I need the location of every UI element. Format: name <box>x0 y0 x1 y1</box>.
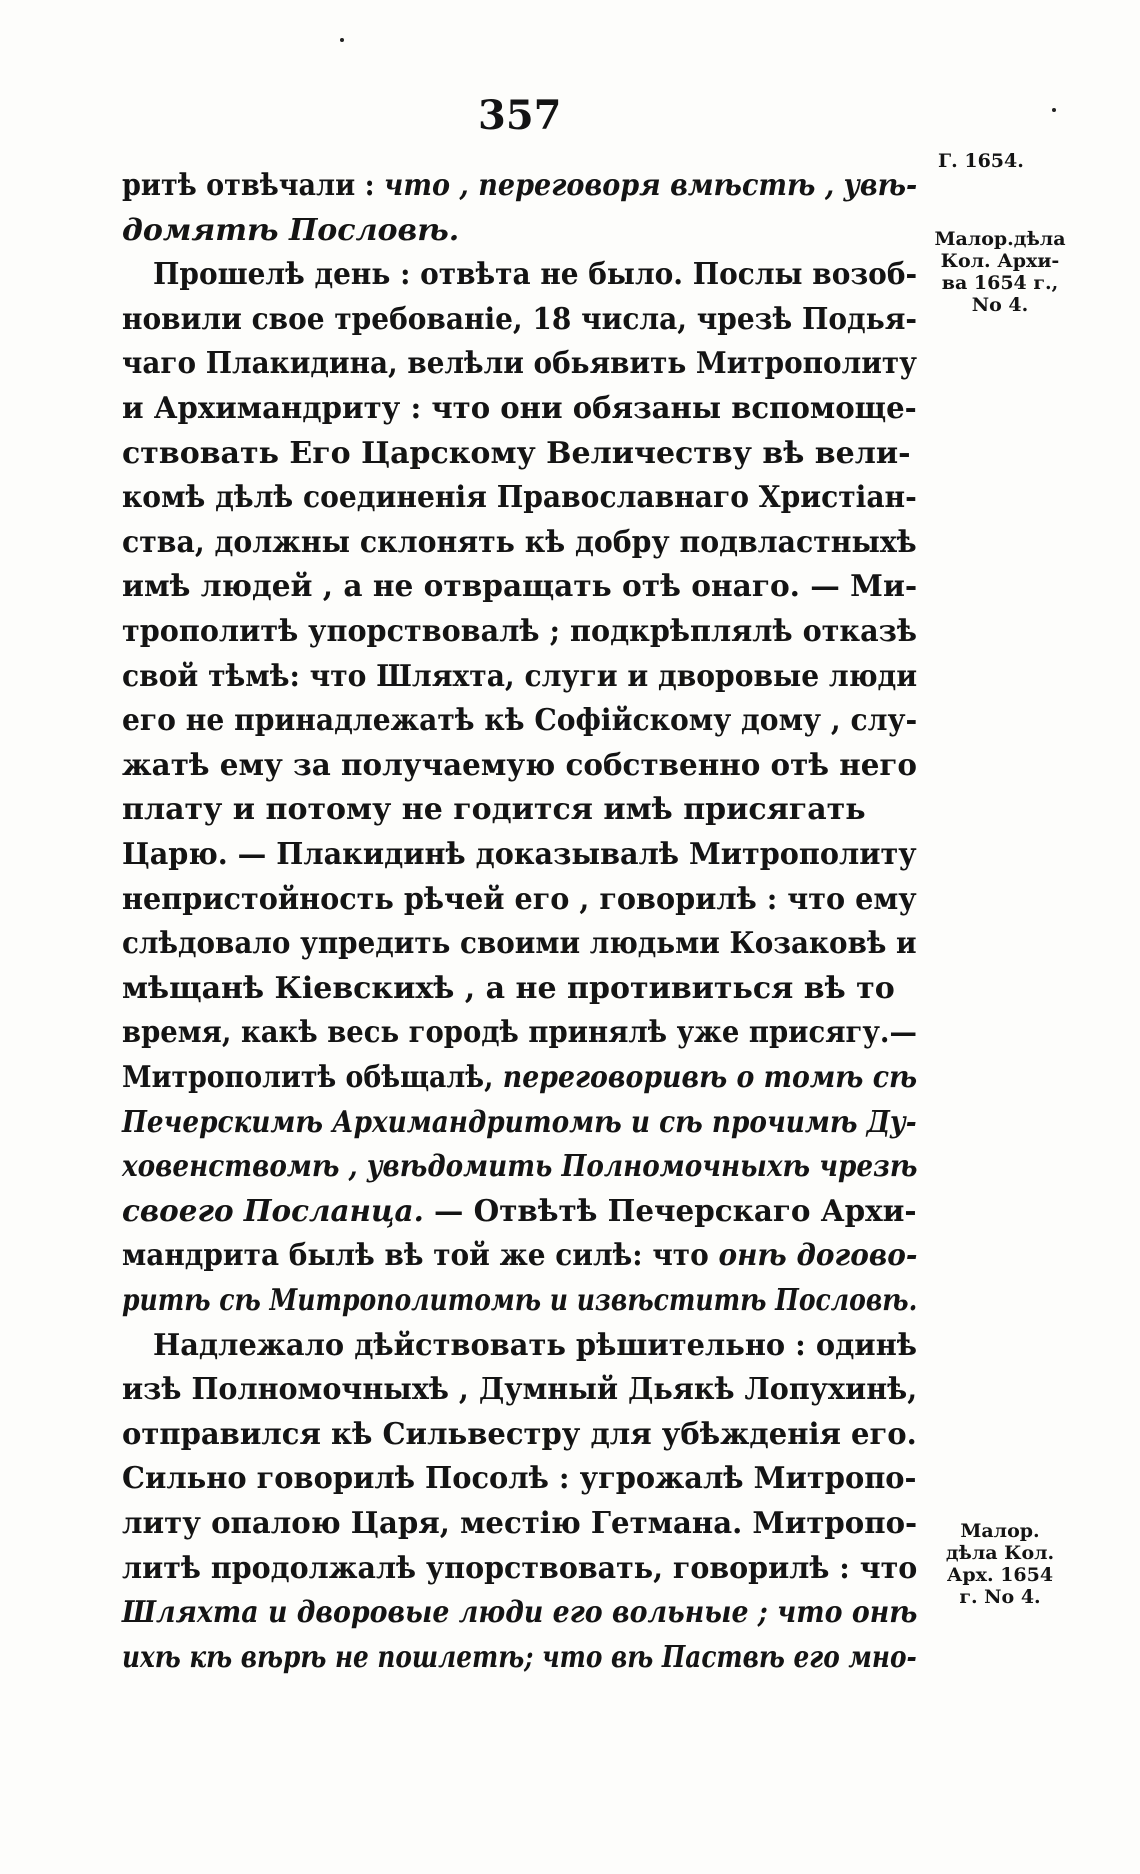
roman-text: Митрополитѣ обѣщалѣ, <box>122 1060 503 1095</box>
margin-note-line: Кол. Архи- <box>940 250 1060 272</box>
roman-text: новили свое требованіе, 18 числа, чрезѣ Подья- <box>122 302 918 337</box>
margin-note-line: Малор.дѣла <box>934 228 1066 250</box>
roman-text: Прошелѣ день : отвѣта не было. Послы возоб- <box>153 257 918 292</box>
roman-text: изѣ Полномочныхѣ , Думный Дьякѣ Лопухинѣ, <box>122 1372 918 1407</box>
text-line <box>122 300 918 340</box>
text-line <box>153 1326 918 1366</box>
text-line <box>153 255 918 295</box>
text-line <box>122 835 917 875</box>
text-line <box>122 1147 918 1187</box>
roman-text: Царю. — Плакидинѣ доказывалѣ Митрополиту <box>122 837 917 872</box>
text-line <box>122 969 917 1009</box>
text-line <box>122 166 918 206</box>
roman-text: его не принадлежатѣ кѣ Софійскому дому , слу- <box>122 703 918 738</box>
roman-text: ства, должны склонять кѣ добру подвластныхѣ <box>122 525 917 560</box>
text-line <box>122 434 917 474</box>
text-line <box>122 1504 918 1544</box>
margin-note-line: Арх. 1654 <box>946 1564 1054 1586</box>
text-line <box>122 1058 918 1098</box>
text-line <box>122 657 918 697</box>
margin-note-line: Малор. <box>960 1520 1040 1542</box>
text-line <box>122 1459 917 1499</box>
text-line <box>122 1370 918 1410</box>
text-line <box>122 612 918 652</box>
italic-text: своего Посланца. <box>122 1194 424 1229</box>
text-line <box>122 746 918 786</box>
text-line <box>122 924 917 964</box>
text-line <box>122 389 917 429</box>
italic-text: Шляхта и дворовые люди его вольные ; что онѣ <box>122 1595 918 1630</box>
text-line <box>122 1192 917 1232</box>
margin-note-line: дѣла Кол. <box>945 1542 1055 1564</box>
margin-note-source-1 <box>925 228 1075 316</box>
roman-text: Сильно говорилѣ Посолѣ : угрожалѣ Митропо- <box>122 1461 917 1496</box>
text-line <box>122 1593 918 1633</box>
roman-text: слѣдовало упредить своими людьми Козаковѣ и <box>122 926 917 961</box>
roman-text: и Архимандриту : что они обязаны вспомоще- <box>122 391 917 426</box>
roman-text: литу опалою Царя, местію Гетмана. Митропо- <box>122 1506 918 1541</box>
margin-note-line: Г. 1654. <box>938 150 1024 172</box>
margin-note-source-2 <box>925 1520 1075 1608</box>
roman-text: — Отвѣтѣ Печерскаго Архи- <box>423 1194 917 1229</box>
roman-text: ритѣ отвѣчали : <box>122 168 384 203</box>
italic-text: домятѣ Пословѣ. <box>122 213 460 248</box>
text-line <box>122 523 917 563</box>
roman-text: ствовать Его Царскому Величеству вѣ вели- <box>122 436 911 471</box>
margin-note-line: г. No 4. <box>959 1586 1041 1608</box>
italic-text: онѣ догово- <box>718 1238 918 1273</box>
italic-text: ховенствомѣ , увѣдомить Полномочныхѣ чрезѣ <box>122 1149 918 1184</box>
roman-text: плату и потому не годится имѣ присягать <box>122 792 866 827</box>
text-line <box>122 1638 917 1678</box>
roman-text: время, какѣ весь городѣ принялѣ уже присягу.— <box>122 1015 917 1050</box>
italic-text: ихѣ кѣ вѣрѣ не пошлетѣ; что вѣ Паствѣ его мно- <box>122 1640 917 1675</box>
margin-note-line: No 4. <box>971 294 1029 316</box>
text-line <box>122 701 918 741</box>
text-line <box>122 1013 917 1053</box>
italic-text: что , переговоря вмѣстѣ , увѣ- <box>383 168 918 203</box>
roman-text: чаго Плакидина, велѣли обьявить Митрополиту <box>122 346 917 381</box>
page-number: 357 <box>478 92 562 139</box>
text-line <box>122 1236 918 1276</box>
roman-text: непристойность рѣчей его , говорилѣ : что ему <box>122 882 917 917</box>
italic-text: Печерскимѣ Архимандритомѣ и сѣ прочимѣ Ду- <box>122 1105 917 1140</box>
roman-text: мѣщанѣ Кіевскихѣ , а не противиться вѣ то <box>122 971 895 1006</box>
roman-text: отправился кѣ Сильвестру для убѣжденія его. <box>122 1417 917 1452</box>
text-line <box>122 211 917 251</box>
text-line <box>122 1549 918 1589</box>
margin-note-line: ва 1654 г., <box>941 272 1059 294</box>
roman-text: мандрита былѣ вѣ той же силѣ: что <box>122 1238 719 1273</box>
text-line <box>122 1281 918 1321</box>
text-line <box>122 1415 917 1455</box>
roman-text: свой тѣмѣ: что Шляхта, слуги и дворовые люди <box>122 659 918 694</box>
text-line <box>122 1103 917 1143</box>
italic-text: ритѣ сѣ Митрополитомѣ и извѣститѣ Пословѣ. <box>122 1283 918 1318</box>
roman-text: жатѣ ему за получаемую собственно отѣ него <box>122 748 918 783</box>
text-line <box>122 567 918 607</box>
text-line <box>122 880 917 920</box>
roman-text: комѣ дѣлѣ соединенія Православнаго Христіан- <box>122 480 917 515</box>
italic-text: переговоривѣ о томѣ сѣ <box>502 1060 918 1095</box>
roman-text: трополитѣ упорствовалѣ ; подкрѣплялѣ отказѣ <box>122 614 918 649</box>
text-line <box>122 790 917 830</box>
text-line <box>122 344 917 384</box>
roman-text: Надлежало дѣйствовать рѣшительно : одинѣ <box>153 1328 918 1363</box>
ink-speck <box>340 38 344 42</box>
ink-speck <box>1052 108 1056 112</box>
text-line <box>122 478 917 518</box>
roman-text: литѣ продолжалѣ упорствовать, говорилѣ : что <box>122 1551 918 1586</box>
roman-text: имѣ людей , а не отвращать отѣ онаго. — Ми- <box>122 569 918 604</box>
margin-note-year <box>938 150 1088 172</box>
